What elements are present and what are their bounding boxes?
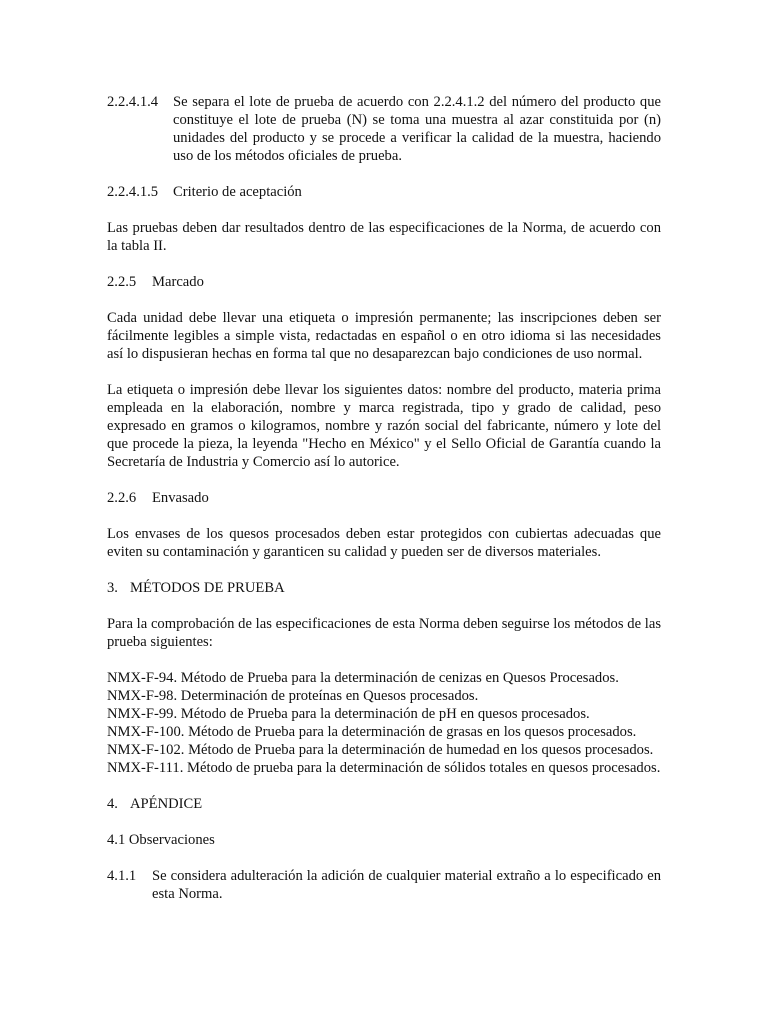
reference-item: NMX-F-94. Método de Prueba para la determinación de cenizas en Quesos Procesados.: [107, 670, 619, 686]
reference-item: NMX-F-100. Método de Prueba para la determinación de grasas en los quesos procesados.: [107, 724, 637, 740]
reference-list: [107, 669, 661, 777]
paragraph-envasado: Los envases de los quesos procesados deben estar protegidos con cubiertas adecuadas que eviten su contaminación y garanticen su calidad y pueden ser de diversos materiales.: [107, 526, 661, 560]
section-4-heading: [107, 795, 661, 813]
reference-item: NMX-F-98. Determinación de proteínas en Quesos procesados.: [107, 688, 479, 704]
section-2-2-4-1-4: [107, 93, 661, 165]
section-2-2-6-heading: [107, 489, 661, 507]
section-title: Envasado: [152, 490, 209, 506]
section-number: 3.: [107, 580, 118, 596]
section-3-heading: [107, 579, 661, 597]
reference-item: NMX-F-99. Método de Prueba para la determinación de pH en quesos procesados.: [107, 706, 590, 722]
section-number: 4.: [107, 796, 118, 812]
section-number: 4.1.1: [107, 868, 137, 884]
paragraph-criterio: Las pruebas deben dar resultados dentro de las especificaciones de la Norma, de acuerdo con la tabla II.: [107, 220, 661, 254]
paragraph-metodos: Para la comprobación de las especificaciones de esta Norma deben seguirse los métodos de las prueba siguientes:: [107, 616, 661, 650]
section-title: Marcado: [152, 274, 204, 290]
section-title: MÉTODOS DE PRUEBA: [130, 580, 285, 596]
section-title: APÉNDICE: [130, 796, 203, 812]
section-number: 2.2.4.1.4: [107, 94, 159, 110]
section-text: Se separa el lote de prueba de acuerdo con 2.2.4.1.2 del número del producto que constituye el lote de prueba (N) se toma una muestra al azar constituida por (n) unidades del producto y se procede a verificar la calidad de la muestra, haciendo uso de los métodos oficiales de prueba.: [173, 94, 661, 164]
section-title: 4.1 Observaciones: [107, 832, 215, 848]
reference-item: NMX-F-111. Método de prueba para la determinación de sólidos totales en quesos procesados.: [107, 760, 661, 776]
section-4-1-1: [107, 867, 661, 903]
section-number: 2.2.6: [107, 490, 137, 506]
section-2-2-4-1-5-heading: [107, 183, 661, 201]
document-page: [107, 93, 661, 921]
section-text: Se considera adulteración la adición de cualquier material extraño a lo especificado en esta Norma.: [152, 868, 661, 902]
paragraph-marcado-1: Cada unidad debe llevar una etiqueta o impresión permanente; las inscripciones deben ser fácilmente legibles a simple vista, redactadas en español o en otro idioma si las necesidades así lo dispusieran hechas en forma tal que no desaparezcan bajo condiciones de uso normal.: [107, 310, 661, 362]
paragraph-marcado-2: La etiqueta o impresión debe llevar los siguientes datos: nombre del producto, materia prima empleada en la elaboración, nombre y marca registrada, tipo y grado de calidad, peso expresado en gramos o kilogramos, nombre y razón social del fabricante, número y lote del que procede la pieza, la leyenda "Hecho en México" y el Sello Oficial de Garantía cuando la Secretaría de Industria y Comercio así lo autorice.: [107, 382, 661, 470]
section-number: 2.2.5: [107, 274, 137, 290]
section-2-2-5-heading: [107, 273, 661, 291]
reference-item: NMX-F-102. Método de Prueba para la determinación de humedad en los quesos procesados.: [107, 742, 654, 758]
section-title: Criterio de aceptación: [173, 184, 302, 200]
section-4-1-heading: [107, 831, 661, 849]
section-number: 2.2.4.1.5: [107, 184, 159, 200]
